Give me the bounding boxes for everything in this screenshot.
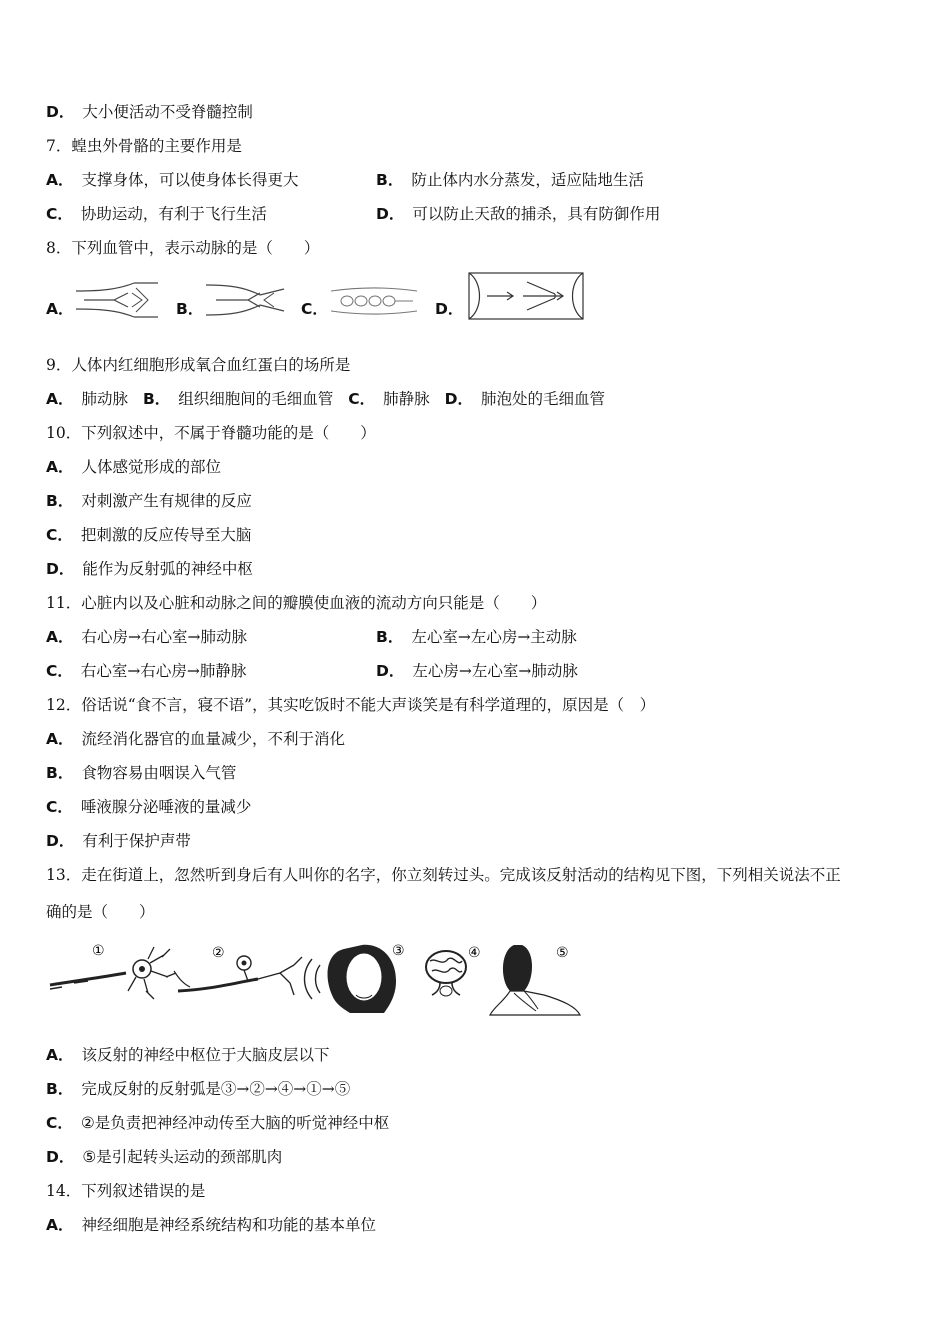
q13-option-c: C． ②是负责把神经冲动传至大脑的听觉神经中枢 — [46, 1114, 390, 1132]
q10-option-d: D． 能作为反射弧的神经中枢 — [46, 560, 253, 578]
q13-stem-line1: 13．走在街道上，忽然听到身后有人叫你的名字，你立刻转过头。完成该反射活动的结构见下图，下列相关说法不正 — [46, 866, 841, 884]
q14-option-a: A． 神经细胞是神经系统结构和功能的基本单位 — [46, 1216, 377, 1234]
q13-option-a: A． 该反射的神经中枢位于大脑皮层以下 — [46, 1046, 330, 1064]
figure-label-5: ⑤ — [556, 945, 569, 961]
q12-option-b: B． 食物容易由咽误入气管 — [46, 764, 237, 782]
q12-stem: 12．俗话说“食不言，寝不语”，其实吃饭时不能大声谈笑是有科学道理的，原因是（ ） — [46, 696, 656, 714]
reflex-arc-figure — [44, 937, 584, 1017]
q13-option-d: D． ⑤是引起转头运动的颈部肌肉 — [46, 1148, 283, 1166]
figure-label-4: ④ — [468, 945, 481, 961]
q13-stem-line2: 确的是（ ） — [46, 903, 155, 921]
q8-option-b-label: B． — [176, 300, 204, 318]
q9-options: A． 肺动脉 B． 组织细胞间的毛细血管 C． 肺静脉 D． 肺泡处的毛细血管 — [46, 390, 605, 408]
q11-option-a: A． 右心房→右心室→肺动脉 — [46, 628, 247, 646]
q11-option-c: C． 右心室→右心房→肺静脉 — [46, 662, 247, 680]
q10-option-b: B． 对刺激产生有规律的反应 — [46, 492, 252, 510]
q7-stem: 7．蝗虫外骨骼的主要作用是 — [46, 137, 242, 155]
vessel-b-image — [204, 279, 286, 321]
neuron-2-image — [174, 956, 302, 995]
q10-stem: 10．下列叙述中，不属于脊髓功能的是（ ） — [46, 424, 376, 442]
q7-option-d: D． 可以防止天敌的捕杀，具有防御作用 — [376, 205, 661, 223]
q12-option-a: A． 流经消化器官的血量减少，不利于消化 — [46, 730, 346, 748]
vessel-a-image — [74, 279, 160, 321]
brain-image — [426, 951, 466, 996]
q11-option-d: D． 左心房→左心室→肺动脉 — [376, 662, 578, 680]
q7-option-b: B． 防止体内水分蒸发，适应陆地生活 — [376, 171, 644, 189]
figure-label-3: ③ — [392, 943, 405, 959]
vessel-c-image — [329, 283, 419, 319]
q8-stem: 8．下列血管中，表示动脉的是（ ） — [46, 239, 320, 257]
q12-option-d: D． 有利于保护声带 — [46, 832, 191, 850]
q10-option-c: C． 把刺激的反应传导至大脑 — [46, 526, 252, 544]
q8-option-d-label: D． — [435, 300, 464, 318]
q11-option-b: B． 左心室→左心房→主动脉 — [376, 628, 577, 646]
q6-option-d: D． 大小便活动不受脊髓控制 — [46, 103, 253, 121]
neuron-1-image — [50, 947, 176, 999]
q11-stem: 11．心脏内以及心脏和动脉之间的瓣膜使血液的流动方向只能是（ ） — [46, 594, 547, 612]
q13-option-b: B． 完成反射的反射弧是③→②→④→①→⑤ — [46, 1080, 351, 1098]
q8-option-a-label: A． — [46, 300, 74, 318]
q9-stem: 9．人体内红细胞形成氧合血红蛋白的场所是 — [46, 356, 351, 374]
q14-stem: 14．下列叙述错误的是 — [46, 1182, 206, 1200]
q7-option-a: A． 支撑身体，可以使身体长得更大 — [46, 171, 299, 189]
vessel-d-image — [465, 270, 587, 322]
figure-label-2: ② — [212, 945, 225, 961]
q7-option-c: C． 协助运动，有利于飞行生活 — [46, 205, 267, 223]
q12-option-c: C． 唾液腺分泌唾液的量减少 — [46, 798, 252, 816]
q8-option-c-label: C． — [301, 300, 328, 318]
q10-option-a: A． 人体感觉形成的部位 — [46, 458, 222, 476]
figure-label-1: ① — [92, 943, 105, 959]
head-listening-image — [305, 945, 397, 1013]
